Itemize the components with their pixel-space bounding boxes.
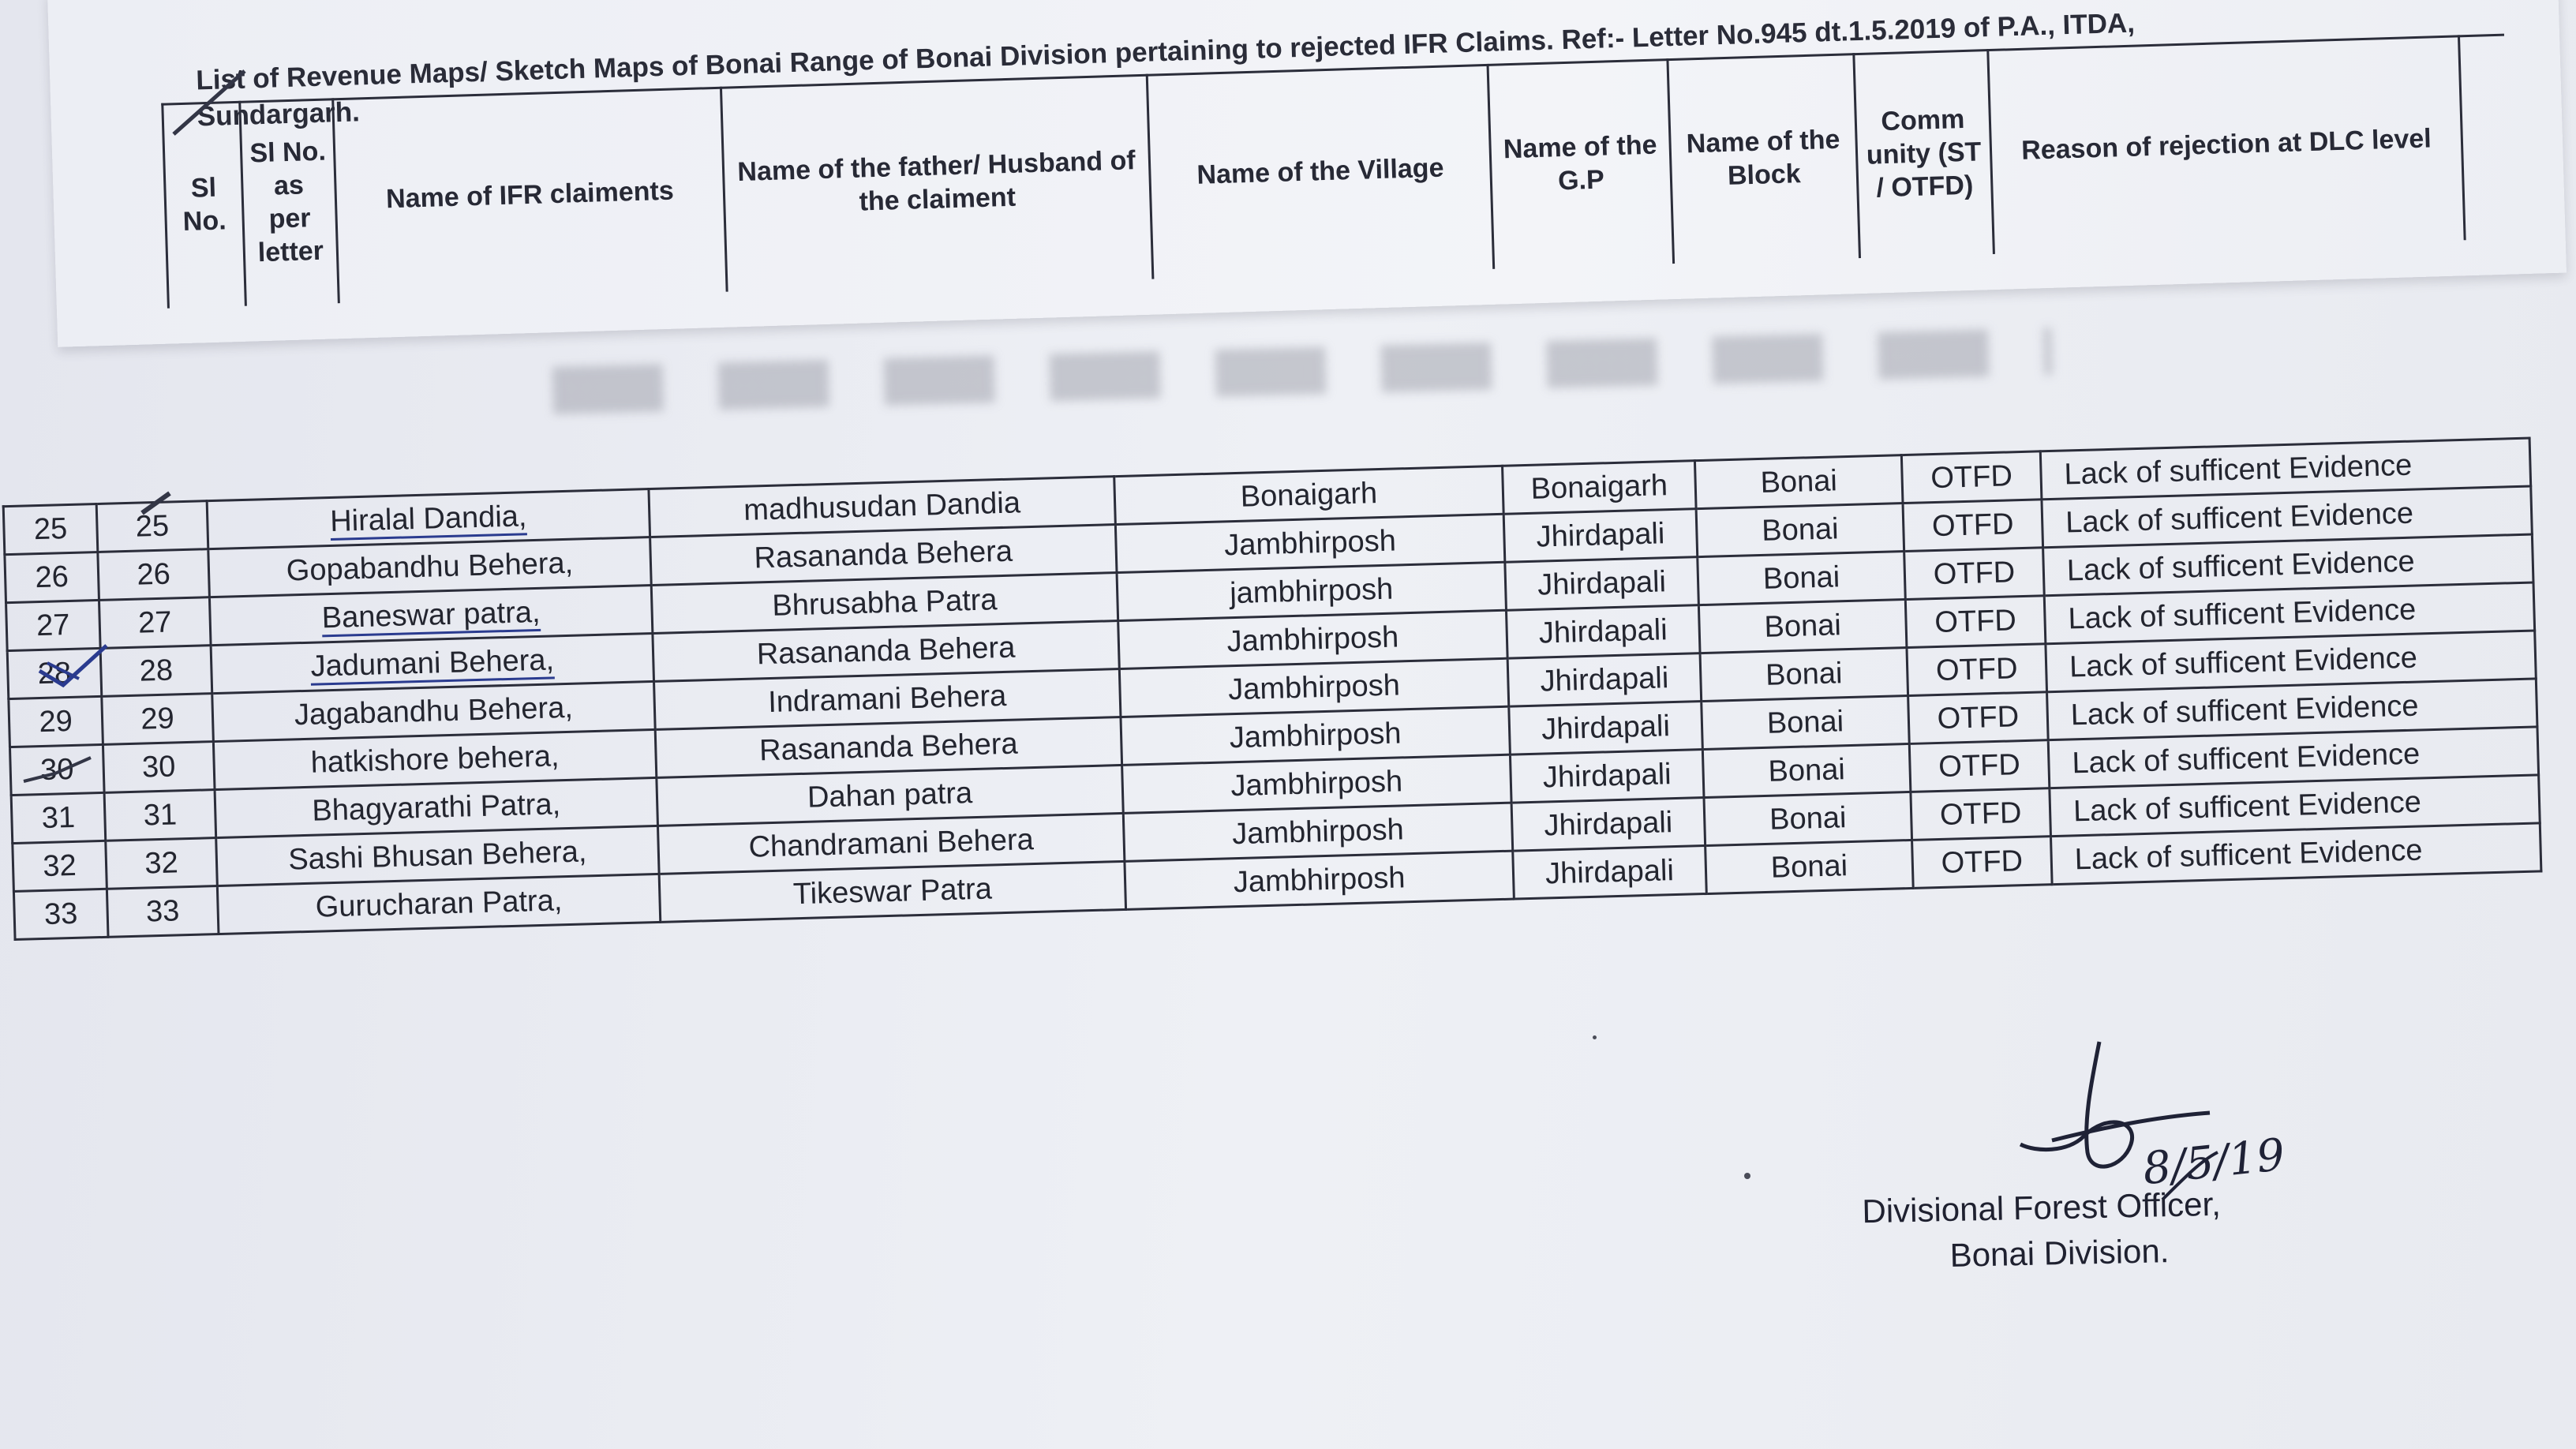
- cell-village-text: Jambhirposh: [1229, 716, 1402, 754]
- cell-reason-text: Lack of sufficent Evidence: [2069, 641, 2418, 683]
- cell-community: [1911, 788, 2051, 841]
- cell-community: [1903, 500, 2043, 552]
- cell-sl-no: [9, 696, 103, 747]
- cell-community-text: OTFD: [1941, 844, 2024, 880]
- cell-gp-text: Bonaigarh: [1530, 468, 1668, 506]
- cell-block: [1705, 840, 1914, 893]
- cell-sl-no: [13, 841, 107, 891]
- cell-father-name-text: madhusudan Dandia: [743, 485, 1021, 527]
- cell-sl-no-letter-text: 31: [143, 797, 178, 833]
- cell-block: [1704, 792, 1912, 845]
- cell-claimant-name-text: Gurucharan Patra,: [315, 883, 563, 924]
- cell-block: [1698, 552, 1906, 605]
- cell-block: [1696, 504, 1904, 557]
- cell-sl-no-letter-text: 29: [140, 701, 175, 736]
- cell-block: [1700, 648, 1908, 702]
- cell-village-text: Jambhirposh: [1233, 860, 1406, 899]
- cell-village-text: Jambhirposh: [1227, 668, 1401, 706]
- cell-father-name-text: Rasananda Behera: [754, 534, 1013, 575]
- cell-block: [1702, 743, 1911, 797]
- cell-sl-no-letter-text: 30: [141, 749, 176, 784]
- cell-sl-no-text: 33: [43, 897, 78, 931]
- cell-father-name-text: Indramani Behera: [767, 679, 1007, 719]
- cell-father-name-text: Chandramani Behera: [748, 822, 1035, 864]
- cell-village: [1125, 851, 1514, 909]
- cell-community: [1901, 451, 2042, 504]
- cell-community-text: OTFD: [1930, 459, 2013, 495]
- signatory-block: [1862, 1179, 2337, 1281]
- cell-sl-no-letter-text: 26: [136, 557, 171, 592]
- cell-sl-no-text: 26: [34, 560, 69, 594]
- cell-community-text: OTFD: [1933, 555, 2016, 591]
- cell-gp: [1507, 653, 1702, 707]
- cell-reason-text: Lack of sufficent Evidence: [2067, 593, 2417, 635]
- signature-date: 8/5/19: [2140, 1129, 2288, 1196]
- cell-gp-text: Jhirdapali: [1542, 757, 1672, 795]
- cell-father-name-text: Dahan patra: [807, 776, 973, 814]
- cell-reason-text: Lack of sufficent Evidence: [2071, 736, 2421, 780]
- cell-reason-text: Lack of sufficent Evidence: [2070, 689, 2420, 732]
- cell-block-text: Bonai: [1760, 463, 1838, 500]
- cell-reason-text: Lack of sufficent Evidence: [2072, 784, 2422, 828]
- title-line-1: List of Revenue Maps/ Sketch Maps of Bonai Range of Bonai Division pertaining to rejected IFR Claims. Ref:- Letter No.945 dt.1.5.2019 of P.A., ITDA,: [195, 7, 2136, 96]
- pen-dash-mark: [134, 481, 182, 521]
- cell-block-text: Bonai: [1761, 511, 1840, 548]
- cell-sl-no-letter: [98, 549, 210, 601]
- cell-block: [1694, 455, 1903, 509]
- cell-community: [1905, 596, 2046, 648]
- cell-sl-no-letter: [106, 838, 218, 889]
- cell-sl-no-letter: [107, 886, 219, 938]
- cell-community: [1907, 644, 2047, 696]
- cell-gp-text: Jhirdapali: [1543, 805, 1673, 843]
- cell-claimant-name-text: Sashi Bhusan Behera,: [287, 834, 587, 877]
- cell-village-text: Bonaigarh: [1240, 476, 1378, 514]
- cell-sl-no-letter: [104, 790, 216, 841]
- cell-sl-no: [11, 792, 106, 843]
- cell-gp: [1509, 702, 1703, 755]
- title-line-2: Sundargarh.: [197, 96, 361, 133]
- cell-block: [1702, 696, 1910, 750]
- cell-block-text: Bonai: [1766, 704, 1844, 740]
- cell-sl-no-text: 30: [39, 752, 74, 787]
- cell-community-text: OTFD: [1935, 651, 2018, 687]
- cell-sl-no-letter: [103, 742, 215, 793]
- cell-block-text: Bonai: [1770, 848, 1848, 885]
- cell-gp-text: Jhirdapali: [1541, 709, 1671, 747]
- cell-gp: [1513, 846, 1707, 900]
- cell-claimant-name-text: Jagabandhu Behera,: [294, 691, 574, 732]
- cell-community: [1904, 548, 2045, 600]
- header-sl-no: Sl No.: [161, 101, 245, 309]
- ink-dot: [1593, 1035, 1597, 1039]
- cell-sl-no: [5, 552, 99, 602]
- ink-dot: [1744, 1173, 1750, 1179]
- cell-sl-no-letter: [102, 694, 214, 745]
- cell-community-text: OTFD: [1938, 747, 2021, 784]
- cell-gp: [1503, 461, 1697, 515]
- cell-gp: [1503, 509, 1698, 563]
- cell-father-name-text: Bhrusabha Patra: [771, 582, 998, 623]
- cell-gp: [1511, 798, 1705, 852]
- cell-community-text: OTFD: [1931, 507, 2015, 543]
- cell-claimant-name-text: Bhagyarathi Patra,: [311, 787, 561, 828]
- cell-community-text: OTFD: [1937, 699, 2020, 736]
- header-claimant: Name of IFR claiments: [331, 87, 725, 303]
- cell-block-text: Bonai: [1769, 800, 1847, 837]
- header-gp: Name of the G.P: [1487, 58, 1673, 269]
- cell-gp-text: Jhirdapali: [1540, 661, 1669, 698]
- cell-sl-no-letter-text: 32: [144, 845, 179, 881]
- cell-claimant-name-text: hatkishore behera,: [310, 739, 560, 780]
- cell-sl-no-letter-text: 25: [135, 509, 170, 544]
- cell-reason-text: Lack of sufficent Evidence: [2065, 496, 2414, 540]
- cell-block-text: Bonai: [1762, 560, 1840, 596]
- cell-community-text: OTFD: [1939, 796, 2022, 832]
- cell-community: [1908, 692, 2049, 744]
- cell-gp-text: Jhirdapali: [1536, 516, 1665, 554]
- header-block: Name of the Block: [1666, 53, 1859, 264]
- cell-father-name-text: Rasananda Behera: [756, 631, 1016, 671]
- cell-sl-no: [3, 504, 98, 555]
- cell-sl-no: [13, 889, 108, 939]
- cell-block-text: Bonai: [1767, 752, 1846, 788]
- cell-gp: [1505, 557, 1699, 611]
- cell-gp-text: Jhirdapali: [1537, 564, 1667, 602]
- cell-sl-no-letter-text: 27: [137, 605, 172, 640]
- pen-slash-mark: [158, 63, 253, 142]
- cell-sl-no-text: 29: [38, 704, 73, 739]
- signatory-division: Bonai Division.: [1949, 1232, 2170, 1274]
- cell-claimant-name-text: Baneswar patra,: [321, 595, 541, 636]
- cell-sl-no-text: 27: [36, 608, 71, 642]
- cell-reason-text: Lack of sufficent Evidence: [2074, 833, 2423, 876]
- cell-village-text: Jambhirposh: [1230, 764, 1403, 803]
- cell-village-text: Jambhirposh: [1226, 620, 1399, 658]
- cell-community: [1909, 740, 2050, 792]
- cell-reason-text: Lack of sufficent Evidence: [2064, 448, 2413, 492]
- cell-block: [1698, 600, 1907, 653]
- cell-reason-text: Lack of sufficent Evidence: [2066, 545, 2416, 587]
- cell-gp-text: Jhirdapali: [1544, 853, 1675, 891]
- cell-claimant-name-text: Jadumani Behera,: [310, 643, 555, 685]
- header-reason: Reason of rejection at DLC level: [1986, 35, 2466, 254]
- cell-father-name-text: Rasananda Behera: [758, 727, 1019, 767]
- header-community: Comm unity (ST / OTFD): [1852, 49, 1993, 258]
- cell-block-text: Bonai: [1765, 656, 1843, 692]
- cell-block-text: Bonai: [1763, 608, 1842, 644]
- cell-sl-no-text: 28: [37, 656, 72, 691]
- cell-gp: [1506, 605, 1700, 659]
- cell-village-text: Jambhirposh: [1223, 523, 1397, 562]
- cell-village-text: jambhirposh: [1229, 572, 1394, 610]
- header-village: Name of the Village: [1146, 64, 1493, 279]
- header-sl-no-letter: Sl No. as per letter: [238, 98, 338, 305]
- pen-tick-row-29: [16, 742, 103, 797]
- cell-community: [1912, 837, 2053, 889]
- cell-sl-no-letter-text: 28: [139, 653, 174, 688]
- table-body: [3, 438, 2541, 939]
- cell-sl-no-letter-text: 33: [145, 893, 180, 928]
- cell-gp-text: Jhirdapali: [1538, 612, 1668, 650]
- cell-sl-no-text: 31: [41, 800, 76, 835]
- cell-village-text: Jambhirposh: [1231, 812, 1405, 851]
- signatory-designation: Divisional Forest Officer,: [1861, 1185, 2222, 1230]
- pen-tick-row-27: [32, 639, 118, 695]
- cell-father-name-text: Tikeswar Patra: [792, 871, 993, 911]
- cell-community-text: OTFD: [1934, 603, 2017, 639]
- header-father: Name of the father/ Husband of the claiment: [720, 74, 1151, 292]
- cell-gp: [1510, 750, 1704, 803]
- cell-sl-no-text: 25: [33, 511, 68, 546]
- claims-table: [2, 435, 2576, 1010]
- cell-sl-no-text: 32: [42, 848, 77, 883]
- cell-claimant-name-text: Gopabandhu Behera,: [286, 546, 574, 588]
- cell-claimant-name-text: Hiralal Dandia,: [330, 500, 527, 541]
